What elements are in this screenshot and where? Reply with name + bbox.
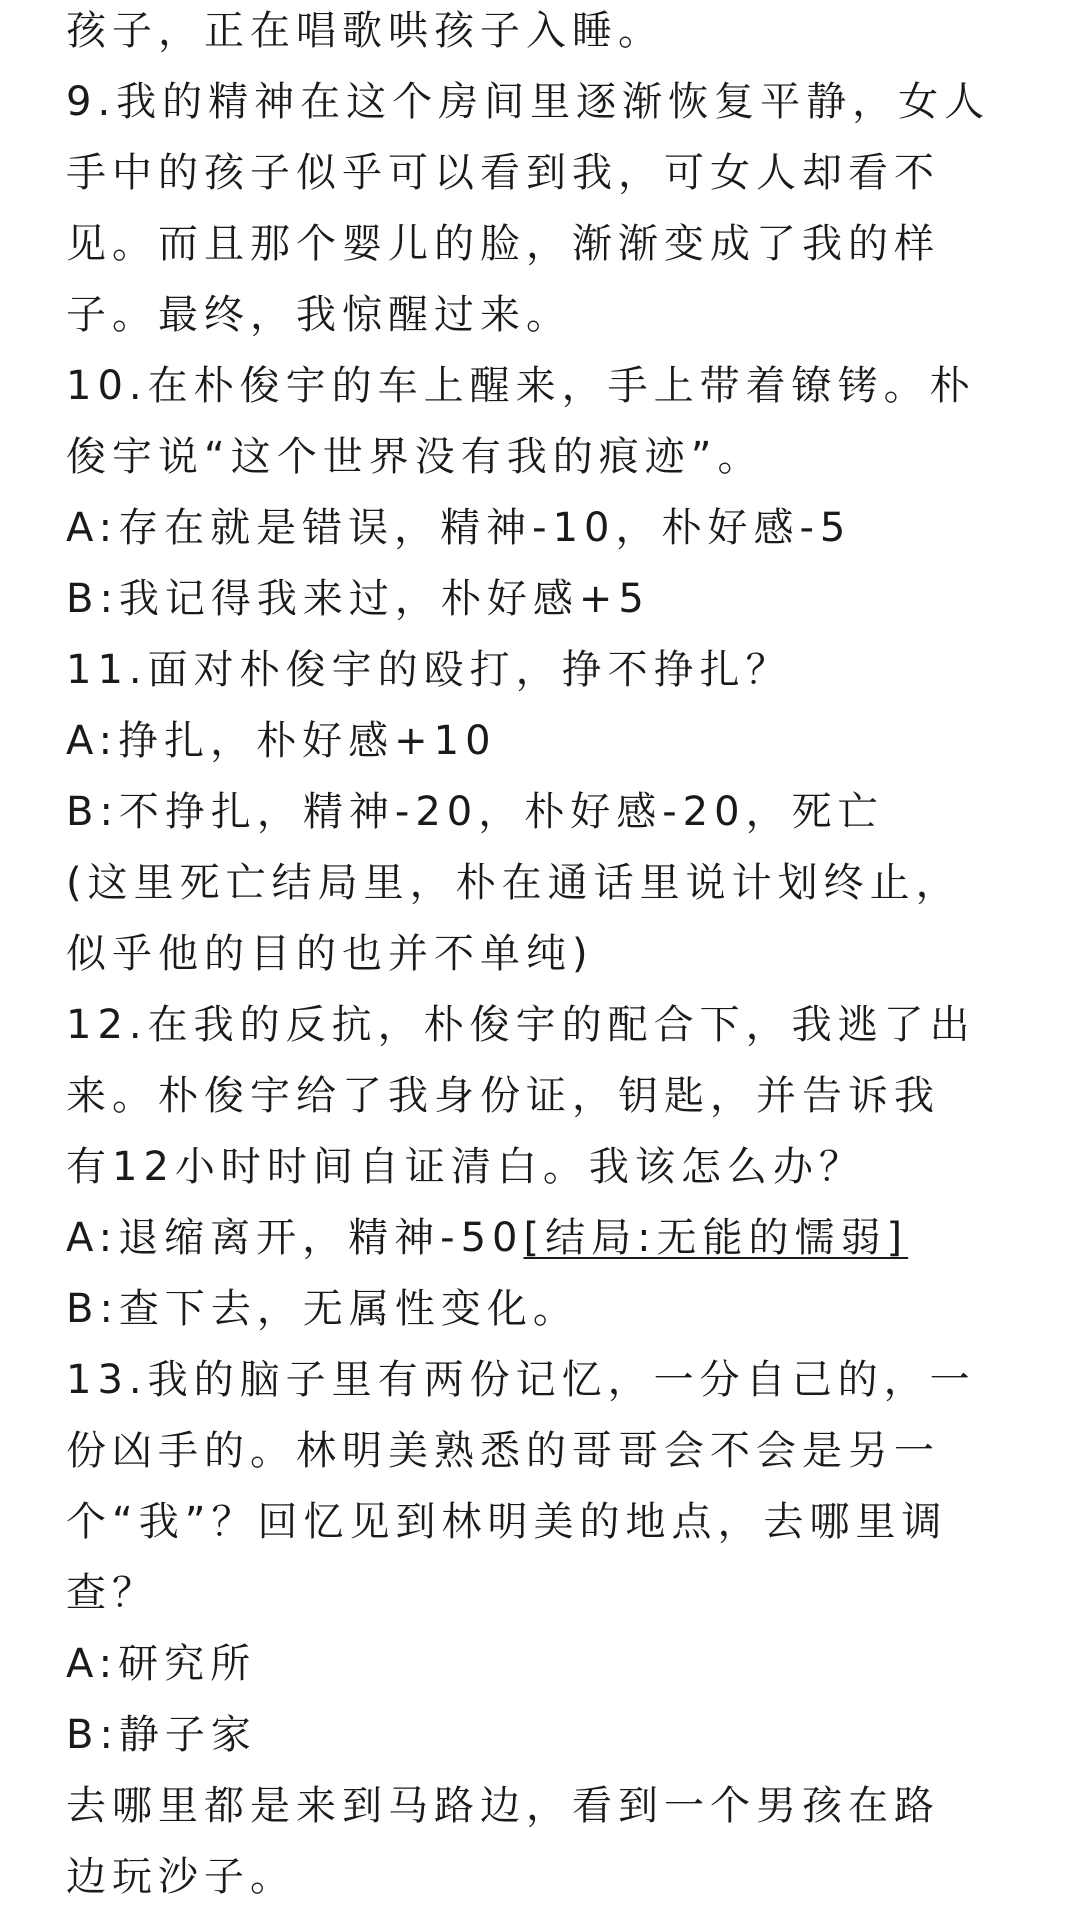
text-line: 见。而且那个婴儿的脸，渐渐变成了我的样 <box>66 221 940 267</box>
text-line: 12.在我的反抗，朴俊宇的配合下，我逃了出 <box>66 1002 976 1048</box>
text-line: 9.我的精神在这个房间里逐渐恢复平静，女人 <box>66 79 991 125</box>
option-text: A:退缩离开，精神-50 <box>66 1215 524 1261</box>
text-line: 来。朴俊宇给了我身份证，钥匙，并告诉我 <box>66 1073 940 1119</box>
text-line: 去哪里都是来到马路边，看到一个男孩在路 <box>66 1783 940 1829</box>
option-line: B:我记得我来过，朴好感+5 <box>66 576 650 622</box>
text-line: 俊宇说“这个世界没有我的痕迹”。 <box>66 434 764 480</box>
option-line <box>66 1203 1026 1274</box>
text-line: 边玩沙子。 <box>66 1854 296 1900</box>
note-line: (这里死亡结局里，朴在通话里说计划终止， <box>66 860 962 906</box>
text-line: 有12小时时间自证清白。我该怎么办？ <box>66 1144 865 1190</box>
text-line: 11.面对朴俊宇的殴打，挣不挣扎？ <box>66 647 792 693</box>
option-line: A:挣扎，朴好感+10 <box>66 718 497 764</box>
text-line: 份凶手的。林明美熟悉的哥哥会不会是另一 <box>66 1428 940 1474</box>
option-line: B:不挣扎，精神-20，朴好感-20，死亡 <box>66 789 884 835</box>
text-line: 个“我”？回忆见到林明美的地点，去哪里调 <box>66 1499 948 1545</box>
text-line: 孩子，正在唱歌哄孩子入睡。 <box>66 8 664 54</box>
text-line: 手中的孩子似乎可以看到我，可女人却看不 <box>66 150 940 196</box>
option-line: A:存在就是错误，精神-10，朴好感-5 <box>66 505 852 551</box>
document-page <box>66 0 1026 1913</box>
option-line: B:查下去，无属性变化。 <box>66 1286 579 1332</box>
note-line: 似乎他的目的也并不单纯) <box>66 931 594 977</box>
ending-label: [结局:无能的懦弱] <box>523 1215 909 1261</box>
option-line: B:静子家 <box>66 1712 257 1758</box>
text-line: 查？ <box>66 1570 158 1616</box>
text-line: 子。最终，我惊醒过来。 <box>66 292 572 338</box>
text-line: 13.我的脑子里有两份记忆，一分自己的，一 <box>66 1357 976 1403</box>
text-line: 10.在朴俊宇的车上醒来，手上带着镣铐。朴 <box>66 363 976 409</box>
option-line: A:研究所 <box>66 1641 257 1687</box>
